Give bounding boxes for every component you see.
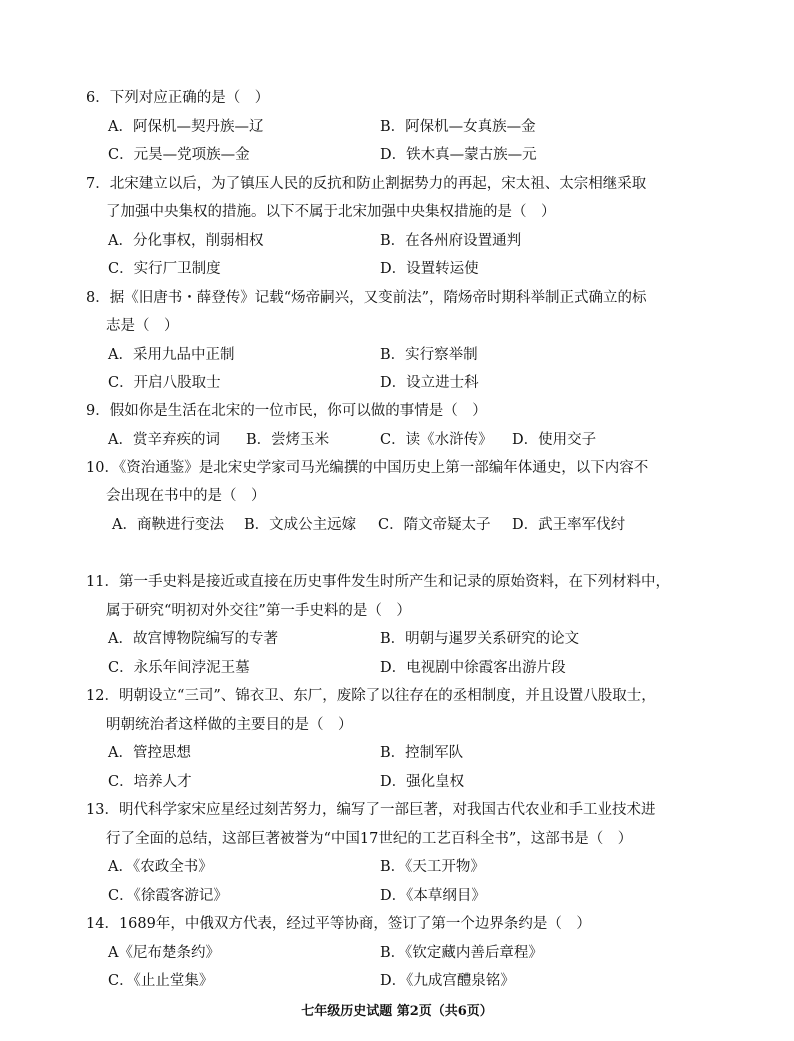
q8-stem: 8．据《旧唐书・薛登传》记载“炀帝嗣兴，又变前法”，隋炀帝时期科举制正式确立的标	[86, 290, 647, 306]
q10-option-a: A．商鞅进行变法	[112, 517, 224, 533]
q7-option-d: D．设置转运使	[380, 261, 479, 277]
q12-stem: 12．明朝设立“三司”、锦衣卫、东厂，废除了以往存在的丞相制度，并且设置八股取士，	[86, 688, 656, 704]
q14-option-d: D．《九成宫醴泉铭》	[380, 973, 515, 989]
q9-stem: 9．假如你是生活在北宋的一位市民，你可以做的事情是（ ）	[86, 403, 487, 419]
q13-option-b: B．《天工开物》	[380, 859, 485, 875]
q11-option-c: C．永乐年间浡泥王墓	[108, 660, 250, 676]
q8-option-c: C．开启八股取士	[108, 375, 221, 391]
q12-option-a: A．管控思想	[108, 745, 191, 761]
q6-option-b: B．阿保机—女真族—金	[380, 119, 536, 135]
q7-option-c: C．实行厂卫制度	[108, 261, 221, 277]
q6-option-d: D．铁木真—蒙古族—元	[380, 147, 537, 163]
q11-stem: 11．第一手史料是接近或直接在历史事件发生时所产生和记录的原始资料，在下列材料中，	[86, 574, 670, 590]
q14-option-a: A《尼布楚条约》	[108, 945, 220, 961]
q7-option-b: B．在各州府设置通判	[380, 233, 522, 249]
q8-option-d: D．设立进士科	[380, 375, 479, 391]
q13-option-d: D．《本草纲目》	[380, 888, 486, 904]
q10-stem-cont: 会出现在书中的是（ ）	[106, 488, 266, 504]
q9-option-b: B．尝烤玉米	[246, 432, 330, 448]
q13-stem: 13．明代科学家宋应星经过刻苦努力，编写了一部巨著，对我国古代农业和手工业技术进	[86, 802, 656, 818]
q12-stem-cont: 明朝统治者这样做的主要目的是（ ）	[106, 717, 353, 733]
q7-option-a: A．分化事权，削弱相权	[108, 233, 264, 249]
q8-stem-cont: 志是（ ）	[106, 318, 179, 334]
q11-stem-cont: 属于研究“明初对外交往”第一手史料的是（ ）	[106, 603, 411, 619]
q6-option-c: C．元昊—党项族—金	[108, 147, 250, 163]
q6-stem: 6．下列对应正确的是（ ）	[86, 90, 270, 106]
q9-option-a: A．赏辛弃疾的词	[108, 432, 220, 448]
q11-option-d: D．电视剧中徐霞客出游片段	[380, 660, 566, 676]
q10-stem: 10．《资治通鉴》是北宋史学家司马光编撰的中国历史上第一部编年体通史，以下内容不	[86, 460, 649, 476]
q14-stem: 14．1689年，中俄双方代表，经过平等协商，签订了第一个边界条约是（ ）	[86, 916, 591, 932]
q11-option-a: A．故宫博物院编写的专著	[108, 631, 278, 647]
q13-option-a: A．《农政全书》	[108, 859, 213, 875]
page-footer: 七年级历史试题 第2页（共6页）	[301, 1004, 493, 1019]
q8-option-a: A．采用九品中正制	[108, 347, 235, 363]
q14-option-b: B．《钦定藏内善后章程》	[380, 945, 543, 961]
q7-stem-cont: 了加强中央集权的措施。以下不属于北宋加强中央集权措施的是（ ）	[106, 204, 556, 220]
q6-option-a: A．阿保机—契丹族—辽	[108, 119, 264, 135]
q9-option-c: C．读《水浒传》	[380, 432, 493, 448]
q8-option-b: B．实行察举制	[380, 347, 478, 363]
q12-option-d: D．强化皇权	[380, 774, 465, 790]
q10-option-b: B．文成公主远嫁	[244, 517, 357, 533]
q10-option-d: D．武王率军伐纣	[512, 517, 626, 533]
q11-option-b: B．明朝与暹罗关系研究的论文	[380, 631, 580, 647]
q13-option-c: C．《徐霞客游记》	[108, 888, 228, 904]
q12-option-c: C．培养人才	[108, 774, 192, 790]
q12-option-b: B．控制军队	[380, 745, 464, 761]
q9-option-d: D．使用交子	[512, 432, 597, 448]
q14-option-c: C．《止止堂集》	[108, 973, 214, 989]
q10-option-c: C．隋文帝疑太子	[378, 517, 491, 533]
q7-stem: 7．北宋建立以后，为了镇压人民的反抗和防止割据势力的再起，宋太祖、太宗相继采取	[86, 176, 647, 192]
q13-stem-cont: 行了全面的总结，这部巨著被誉为“中国17世纪的工艺百科全书”，这部书是（ ）	[106, 831, 633, 847]
